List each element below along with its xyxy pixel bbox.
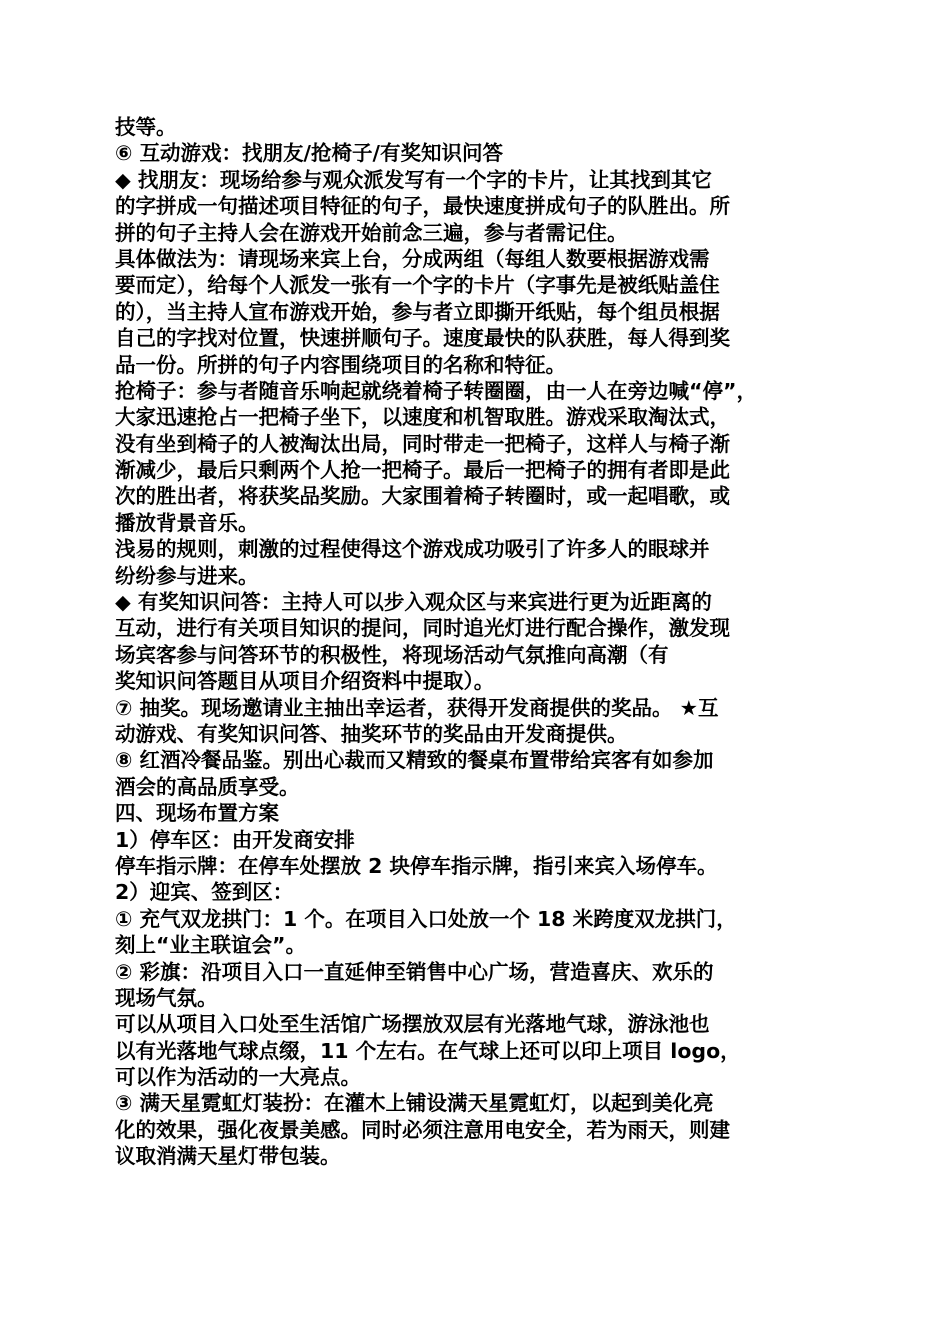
text-line: 可以从项目入口处至生活馆广场摆放双层有光落地气球，游泳池也 bbox=[115, 1012, 710, 1037]
text-line: 的），当主持人宣布游戏开始，参与者立即撕开纸贴，每个组员根据 bbox=[115, 299, 720, 324]
text-line: 2）迎宾、签到区： bbox=[115, 880, 294, 905]
text-line: 次的胜出者，将获奖品奖励。大家围着椅子转圈时，或一起唱歌，或 bbox=[115, 484, 730, 509]
text-line: 纷纷参与进来。 bbox=[115, 563, 259, 588]
text-line: 技等。 bbox=[115, 115, 177, 139]
text-line: 浅易的规则，刺激的过程使得这个游戏成功吸引了许多人的眼球并 bbox=[115, 537, 710, 562]
text-line: 没有坐到椅子的人被淘汰出局，同时带走一把椅子，这样人与椅子渐 bbox=[115, 431, 730, 456]
text-line: 的字拼成一句描述项目特征的句子，最快速度拼成句子的队胜出。所 bbox=[115, 194, 730, 219]
text-line: 1）停车区：由开发商安排 bbox=[115, 827, 355, 852]
text-line: 具体做法为：请现场来宾上台，分成两组（每组人数要根据游戏需 bbox=[115, 246, 710, 271]
document-body bbox=[115, 114, 840, 1170]
text-line: 自己的字找对位置，快速拼顺句子。速度最快的队获胜，每人得到奖 bbox=[115, 326, 730, 351]
text-line: 渐减少，最后只剩两个人抢一把椅子。最后一把椅子的拥有者即是此 bbox=[115, 458, 730, 483]
text-line: ◆ 有奖知识问答：主持人可以步入观众区与来宾进行更为近距离的 bbox=[115, 590, 712, 615]
text-line: 要而定），给每个人派发一张有一个字的卡片（字事先是被纸贴盖住 bbox=[115, 273, 720, 298]
text-line: 刻上“业主联谊会”。 bbox=[115, 933, 306, 958]
text-line: ⑦ 抽奖。现场邀请业主抽出幸运者，获得开发商提供的奖品。 ★互 bbox=[115, 695, 719, 720]
text-line: ② 彩旗：沿项目入口一直延伸至销售中心广场，营造喜庆、欢乐的 bbox=[115, 959, 714, 984]
text-line: 互动，进行有关项目知识的提问，同时追光灯进行配合操作，激发现 bbox=[115, 616, 730, 641]
text-line: ⑥ 互动游戏：找朋友/抢椅子/有奖知识问答 bbox=[115, 141, 503, 166]
text-line: 现场气氛。 bbox=[115, 985, 218, 1010]
text-line: 奖知识问答题目从项目介绍资料中提取）。 bbox=[115, 669, 495, 694]
text-line: 拼的句子主持人会在游戏开始前念三遍，参与者需记住。 bbox=[115, 220, 628, 245]
text-line: ① 充气双龙拱门：1 个。在项目入口处放一个 18 米跨度双龙拱门， bbox=[115, 906, 737, 931]
text-line: 四、现场布置方案 bbox=[115, 801, 279, 826]
text-line: 播放背景音乐。 bbox=[115, 510, 259, 535]
text-line: 以有光落地气球点缀，11 个左右。在气球上还可以印上项目 logo， bbox=[115, 1038, 741, 1063]
text-line: ⑧ 红酒冷餐品鉴。别出心裁而又精致的餐桌布置带给宾客有如参加 bbox=[115, 748, 714, 773]
text-line: 品一份。所拼的句子内容围绕项目的名称和特征。 bbox=[115, 352, 566, 377]
text-line: ③ 满天星霓虹灯装扮：在灌木上铺设满天星霓虹灯，以起到美化亮 bbox=[115, 1091, 714, 1116]
text-line: 抢椅子：参与者随音乐响起就绕着椅子转圈圈，由一人在旁边喊“停”， bbox=[115, 378, 757, 403]
text-line: 可以作为活动的一大亮点。 bbox=[115, 1065, 361, 1090]
text-line: 动游戏、有奖知识问答、抽奖环节的奖品由开发商提供。 bbox=[115, 721, 628, 746]
text-line: 大家迅速抢占一把椅子坐下，以速度和机智取胜。游戏采取淘汰式， bbox=[115, 405, 730, 430]
text-line: 议取消满天星灯带包装。 bbox=[115, 1144, 341, 1169]
text-line: 场宾客参与问答环节的积极性，将现场活动气氛推向高潮（有 bbox=[115, 642, 669, 667]
text-line: ◆ 找朋友：现场给参与观众派发写有一个字的卡片，让其找到其它 bbox=[115, 167, 712, 192]
text-line: 酒会的高品质享受。 bbox=[115, 774, 300, 799]
text-line: 停车指示牌：在停车处摆放 2 块停车指示牌，指引来宾入场停车。 bbox=[115, 853, 718, 878]
text-line: 化的效果，强化夜景美感。同时必须注意用电安全，若为雨天，则建 bbox=[115, 1117, 730, 1142]
